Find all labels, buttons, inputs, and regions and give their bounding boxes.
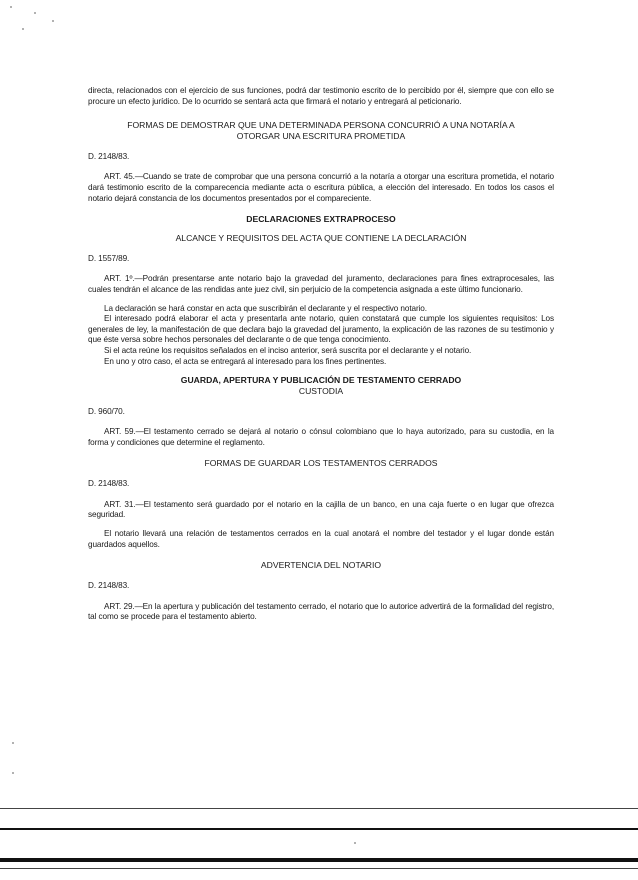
- paragraph-relacion: El notario llevará una relación de testamentos cerrados en la cual anotará el nombre del testador y el lugar donde están guardados aquellos.: [88, 529, 554, 549]
- scan-speck: [354, 842, 356, 844]
- article-31: ART. 31.—El testamento será guardado por el notario en la cajilla de un banco, en una caja fuerte o en lugar que ofrezca seguridad.: [88, 499, 554, 520]
- footer-rule-thin: [0, 808, 638, 809]
- article-29: ART. 29.—En la apertura y publicación del testamento cerrado, el notario que lo autorice advertirá de la formalidad del registro, tal como se procede para el testamento abierto.: [88, 601, 554, 622]
- paragraph-requisitos: El interesado podrá elaborar el acta y presentarla ante notario, quien constatará que cumple los siguientes requisitos: Los generales de ley, la manifestación de que declara bajo la gravedad del juramento, la explicación de las razones de su testimonio y que éste versa sobre hechos personales del declarante o de que tenga conocimiento.: [88, 314, 554, 345]
- paragraph-continuation: directa, relacionados con el ejercicio de sus funciones, podrá dar testimonio escrito de lo percibido por él, siempre que con ello se procure un efecto jurídico. De lo ocurrido se sentará acta que firmará el notario y entregará al peticionario.: [88, 86, 554, 106]
- decree-reference: D. 960/70.: [88, 406, 125, 416]
- subheading-formas-guardar: FORMAS DE GUARDAR LOS TESTAMENTOS CERRADOS: [204, 458, 438, 469]
- scan-speck: [12, 772, 14, 774]
- paragraph-declaracion: La declaración se hará constar en acta que suscribirán el declarante y el respectivo notario.: [104, 303, 427, 313]
- scan-speck: [12, 742, 14, 744]
- scan-speck: [34, 12, 36, 14]
- section-heading-formas-demostrar: FORMAS DE DEMOSTRAR QUE UNA DETERMINADA PERSONA CONCURRIÓ A UNA NOTARÍA A OTORGAR UNA ESCRITURA PROMETIDA: [127, 120, 515, 141]
- decree-reference: D. 1557/89.: [88, 253, 130, 263]
- subheading-alcance: ALCANCE Y REQUISITOS DEL ACTA QUE CONTIENE LA DECLARACIÓN: [175, 232, 467, 243]
- section-heading-declaraciones: DECLARACIONES EXTRAPROCESO: [246, 214, 396, 225]
- subheading-custodia: CUSTODIA: [298, 385, 344, 396]
- paragraph-entrega: En uno y otro caso, el acta se entregará al interesado para los fines pertinentes.: [104, 356, 387, 366]
- paragraph-suscripcion: Si el acta reúne los requisitos señalados en el inciso anterior, será suscrita por el declarante y el notario.: [104, 345, 472, 355]
- decree-reference: D. 2148/83.: [88, 581, 130, 591]
- scan-speck: [52, 20, 54, 22]
- article-45: ART. 45.—Cuando se trate de comprobar que una persona concurrió a la notaría a otorgar una escritura prometida, el notario dará testimonio escrito de la comparecencia mediante acta o escritura pública, a elección del interesado. En todos los casos el notario dejará constancia de los documentos presentados por el compareciente.: [88, 172, 554, 203]
- decree-reference: D. 2148/83.: [88, 151, 130, 161]
- scan-speck: [10, 6, 12, 8]
- subheading-advertencia: ADVERTENCIA DEL NOTARIO: [260, 560, 382, 571]
- footer-rule-thick: [0, 858, 638, 862]
- section-heading-guarda: GUARDA, APERTURA Y PUBLICACIÓN DE TESTAMENTO CERRADO: [180, 375, 462, 386]
- article-1: ART. 1º.—Podrán presentarse ante notario bajo la gravedad del juramento, declaraciones para fines extraprocesales, las cuales tendrán el alcance de las rendidas ante juez civil, sin perjuicio de la competencia asignada a este último funcionario.: [88, 274, 554, 294]
- scan-speck: [22, 28, 24, 30]
- document-body: [88, 86, 554, 623]
- footer-rule-top: [0, 828, 638, 830]
- footer-rule-bottom: [0, 868, 638, 869]
- article-59: ART. 59.—El testamento cerrado se dejará al notario o cónsul colombiano que lo haya autorizado, para su custodia, en la forma y condiciones que determine el reglamento.: [88, 427, 554, 447]
- decree-reference: D. 2148/83.: [88, 479, 130, 489]
